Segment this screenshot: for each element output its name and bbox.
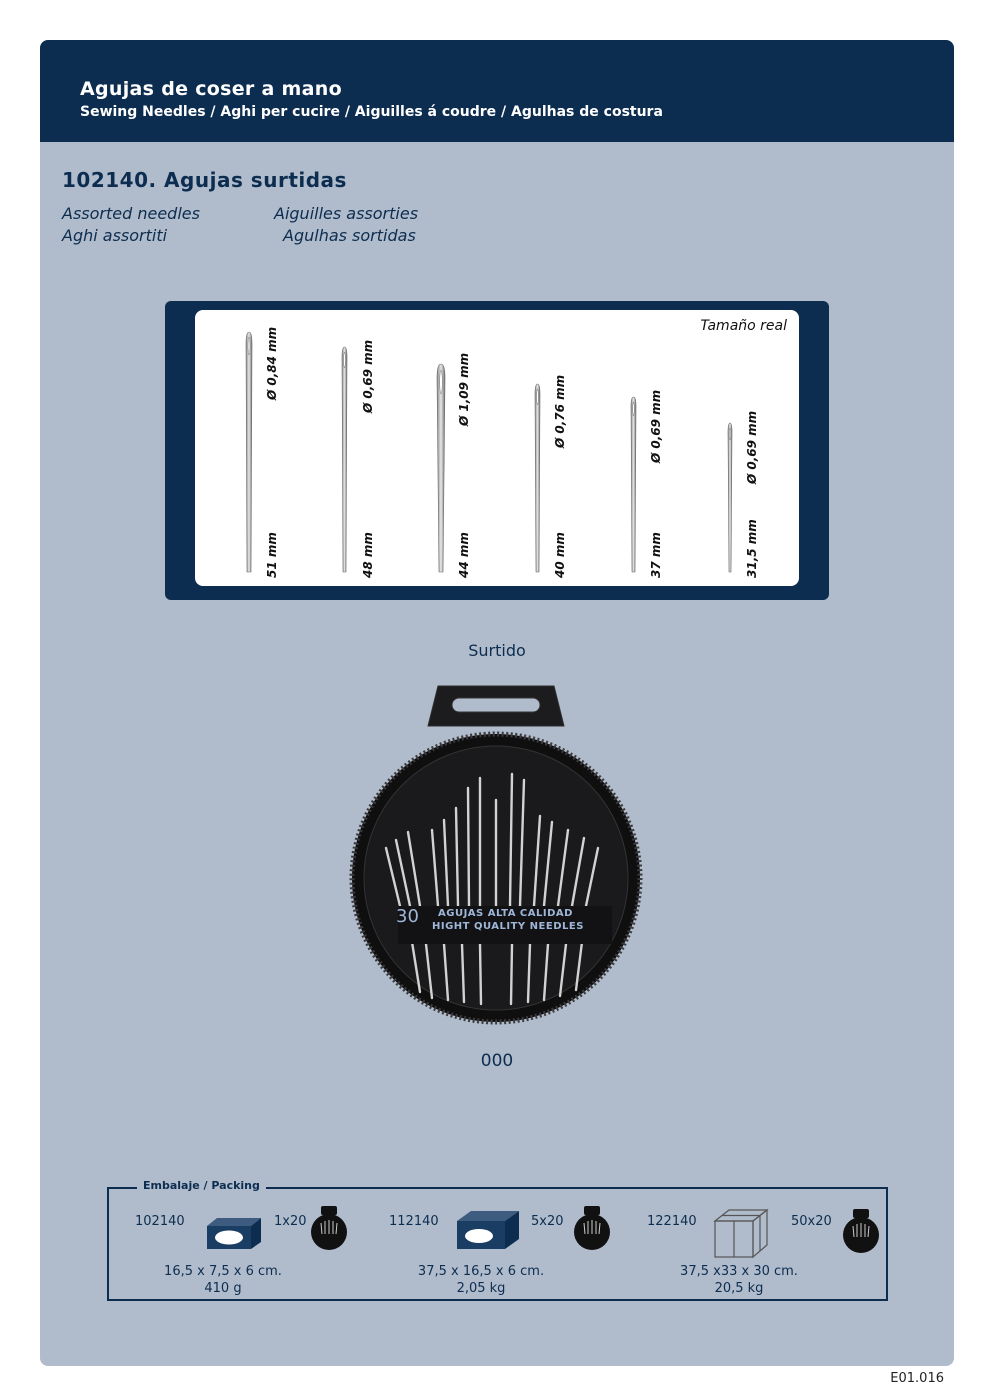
variant-code: 000 (480, 1051, 514, 1071)
packing-weight: 410 g (204, 1281, 242, 1296)
packing-dimensions: 37,5 x 16,5 x 6 cm. (417, 1264, 545, 1279)
package-text-line2: HIGHT QUALITY NEEDLES (432, 921, 584, 932)
packing-item (629, 1189, 888, 1299)
translation-en: Assorted needles (62, 204, 200, 223)
small-box-icon (205, 1216, 263, 1250)
packing-weight: 20,5 kg (714, 1281, 764, 1296)
needle-case-image (340, 680, 654, 1040)
needle-case-icon (573, 1206, 611, 1254)
needle-1 (246, 332, 252, 572)
needle-diameter-label: Ø 0,69 mm (745, 410, 759, 484)
packing-box (107, 1179, 888, 1301)
packing-code: 102140 (135, 1214, 185, 1229)
packing-dims (371, 1263, 591, 1297)
packing-dims (113, 1263, 333, 1297)
needle-length-label: 48 mm (361, 532, 375, 578)
package-count: 30 (396, 906, 419, 927)
carton-box-icon (713, 1207, 769, 1259)
needle-diameter-label: Ø 0,76 mm (553, 374, 567, 448)
needle-size-frame (165, 301, 829, 600)
needle-4 (535, 384, 540, 572)
needle-diameter-label: Ø 0,69 mm (361, 339, 375, 413)
needle-length-label: 37 mm (649, 532, 663, 578)
needle-2 (342, 347, 347, 572)
needle-length-label: 31,5 mm (745, 519, 759, 578)
needle-length-label: 44 mm (457, 532, 471, 578)
packing-qty: 50x20 (791, 1214, 832, 1229)
packing-qty: 1x20 (274, 1214, 307, 1229)
page-reference: E01.016 (890, 1371, 944, 1386)
packing-item (369, 1189, 629, 1299)
packing-code: 112140 (389, 1214, 439, 1229)
needle-diameter-label: Ø 0,69 mm (649, 389, 663, 463)
needle-6 (728, 423, 732, 572)
needles-illustration (195, 310, 799, 586)
header-band (40, 40, 954, 142)
product-title: 102140. Agujas surtidas (62, 168, 347, 192)
page-subtitle: Sewing Needles / Aghi per cucire / Aiguilles á coudre / Agulhas de costura (80, 104, 663, 120)
translation-fr: Aiguilles assorties (274, 204, 419, 223)
package-text-line1: AGUJAS ALTA CALIDAD (438, 908, 573, 919)
needle-diameter-label: Ø 1,09 mm (457, 352, 471, 426)
packing-item (109, 1189, 369, 1299)
translation-pt: Agulhas sortidas (283, 226, 416, 245)
packing-code: 122140 (647, 1214, 697, 1229)
translation-it: Aghi assortiti (62, 226, 168, 245)
page-title: Agujas de coser a mano (80, 78, 342, 100)
needle-5 (631, 397, 636, 572)
packing-dimensions: 37,5 x33 x 30 cm. (680, 1264, 798, 1279)
variant-name: Surtido (468, 641, 526, 660)
packing-qty: 5x20 (531, 1214, 564, 1229)
packing-dims (629, 1263, 849, 1297)
needle-size-card (195, 310, 799, 586)
needle-case-icon (310, 1206, 348, 1254)
needle-3 (437, 364, 445, 572)
needle-length-label: 40 mm (553, 532, 567, 578)
actual-size-label: Tamaño real (700, 318, 787, 334)
medium-box-icon (455, 1209, 521, 1251)
packing-dimensions: 16,5 x 7,5 x 6 cm. (164, 1264, 282, 1279)
catalog-sheet (40, 40, 954, 1366)
needle-case-icon (842, 1209, 880, 1257)
needle-diameter-label: Ø 0,84 mm (265, 326, 279, 400)
needle-length-label: 51 mm (265, 532, 279, 578)
packing-weight: 2,05 kg (456, 1281, 506, 1296)
packing-legend: Embalaje / Packing (137, 1179, 266, 1192)
